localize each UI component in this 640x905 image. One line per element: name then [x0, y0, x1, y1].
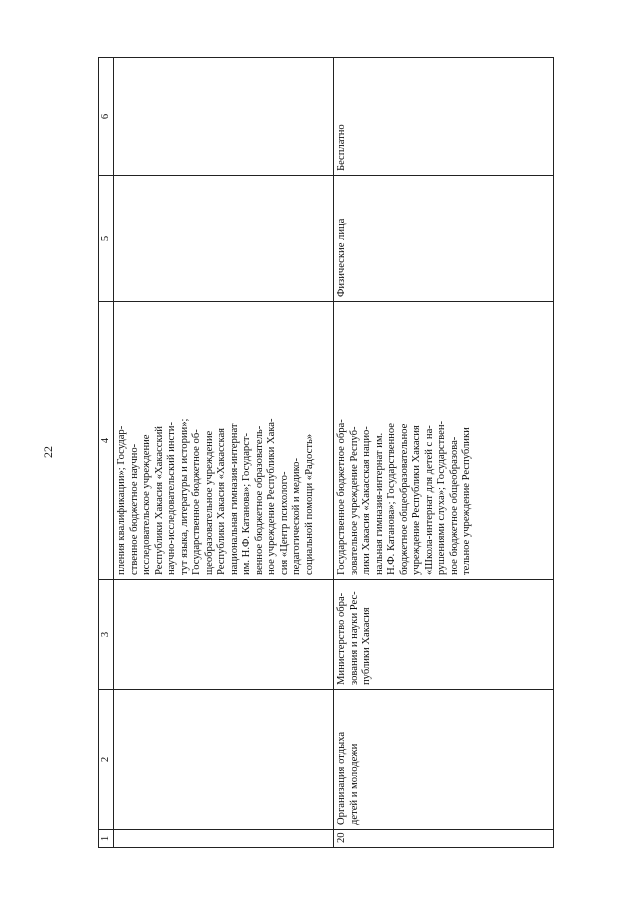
- rotated-table-area: [98, 58, 554, 848]
- table-row: [114, 58, 334, 848]
- column-number-4: 4: [99, 302, 114, 580]
- ministry-cell: [114, 580, 334, 690]
- row-number-cell: 20: [334, 830, 554, 848]
- service-name-cell: [114, 690, 334, 830]
- row-number-cell: [114, 830, 334, 848]
- cost-cell: [114, 58, 334, 176]
- table-row: [334, 58, 554, 848]
- service-name-cell: Организация отдыха детей и молодежи: [334, 690, 554, 830]
- column-number-2: 2: [99, 690, 114, 830]
- column-number-3: 3: [99, 580, 114, 690]
- recipients-cell: Физические лица: [334, 176, 554, 302]
- column-number-5: 5: [99, 176, 114, 302]
- recipients-cell: [114, 176, 334, 302]
- table-header-row: [99, 58, 114, 848]
- column-number-6: 6: [99, 58, 114, 176]
- cost-cell: Бесплатно: [334, 58, 554, 176]
- services-table-container: [98, 58, 554, 848]
- ministry-cell: Министерство обра- зования и науки Рес- публики Хакасия: [334, 580, 554, 690]
- institutions-cell: Государственное бюджетное обра- зовательное учреждение Респуб- лики Хакасия «Хакасская нацио- нальная гимназия-интернат им. Н.Ф. Катанова»; Государственное бюджетное общеобразовательное учреждение Республики Хакасия «Школа-интернат для детей с на- рушениями слуха»; Государствен- ное бюджетное общеобразова- тельное учреждение Республики: [334, 302, 554, 580]
- column-number-1: 1: [99, 830, 114, 848]
- services-table: [98, 57, 554, 848]
- page-number: 22: [41, 446, 55, 458]
- institutions-cell: пления квалификации»; Государ- ственное бюджетное научно- исследовательское учреждение Республики Хакасия «Хакасский научно-исследовательский инсти- тут языка, литературы и истории»; Государственное бюджетное об- щеобразовательное учреждение Республики Хакасия «Хакасская национальная гимназия-интернат им. Н.Ф. Катанова»; Государст- венное бюджетное образователь- ное учреждение Республики Хака- сия «Центр психолого- педагогической и медико- социальной помощи «Радость»: [114, 302, 334, 580]
